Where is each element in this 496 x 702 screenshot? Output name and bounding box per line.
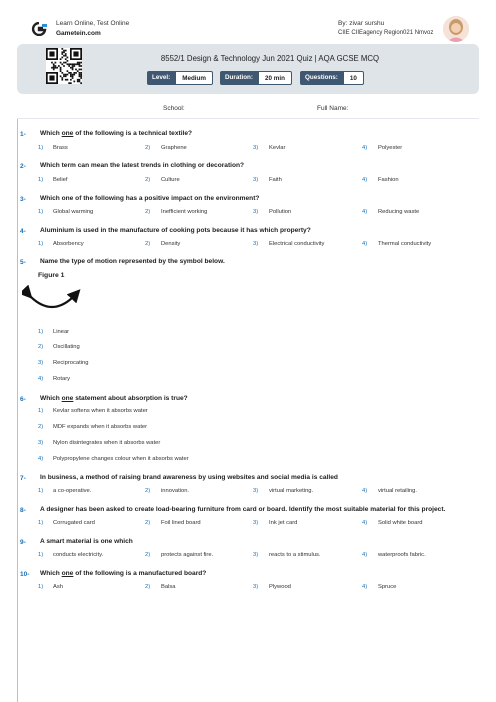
answer-option[interactable]: Global warming — [53, 209, 94, 215]
question-text — [40, 258, 225, 265]
option-number: 3) — [253, 488, 259, 494]
option-number: 2) — [145, 209, 151, 215]
answer-option[interactable]: Spruce — [378, 584, 397, 590]
option-number: 2) — [145, 177, 151, 183]
question-text-part: Which — [40, 570, 62, 577]
questions-badge — [300, 71, 364, 85]
answer-option[interactable]: innovation. — [161, 488, 190, 494]
option-number: 3) — [253, 145, 259, 151]
quiz-title: 8552/1 Design & Technology Jun 2021 Quiz | AQA GCSE MCQ — [160, 54, 380, 63]
question-text — [40, 570, 206, 577]
option-number: 3) — [253, 177, 259, 183]
option-number: 3) — [38, 360, 44, 366]
answer-option[interactable]: Brass — [53, 145, 68, 151]
answer-option[interactable]: Fashion — [378, 177, 399, 183]
option-number: 1) — [38, 520, 44, 526]
answer-option[interactable]: Reciprocating — [53, 360, 89, 366]
content-top-rule — [17, 118, 479, 119]
question-emphasis: one — [61, 130, 74, 137]
option-number: 1) — [38, 241, 44, 247]
duration-label: Duration: — [220, 71, 258, 85]
avatar — [443, 16, 469, 42]
question-text — [40, 474, 338, 481]
gametein-logo-icon — [30, 22, 48, 36]
answer-option[interactable]: Foil lined board — [161, 520, 201, 526]
question-number: 7- — [20, 475, 26, 482]
answer-option[interactable]: Electrical conductivity — [269, 241, 325, 247]
answer-option[interactable]: Inefficient working — [161, 209, 208, 215]
answer-option[interactable]: virtual retailing. — [378, 488, 417, 494]
answer-option[interactable]: Density — [161, 241, 181, 247]
answer-option[interactable]: Solid white board — [378, 520, 423, 526]
option-number: 4) — [362, 145, 368, 151]
option-number: 1) — [38, 552, 44, 558]
option-number: 1) — [38, 329, 44, 335]
author-name: By: zivar surshu — [338, 20, 385, 27]
question-number: 9- — [20, 539, 26, 546]
option-number: 3) — [253, 520, 259, 526]
option-number: 3) — [253, 584, 259, 590]
option-number: 4) — [362, 177, 368, 183]
answer-option[interactable]: Pollution — [269, 209, 292, 215]
option-number: 2) — [38, 424, 44, 430]
question-text — [40, 130, 192, 137]
answer-option[interactable]: a co-operative. — [53, 488, 92, 494]
question-text-part: of the following is a manufactured board? — [73, 570, 207, 577]
level-label: Level: — [147, 71, 175, 85]
answer-option[interactable]: Kevlar softens when it absorbs water — [53, 408, 148, 414]
option-number: 3) — [253, 552, 259, 558]
question-text-part: Which — [40, 130, 62, 137]
question-text — [40, 538, 133, 545]
option-number: 2) — [145, 584, 151, 590]
question-number: 1- — [20, 131, 26, 138]
quiz-header — [17, 44, 479, 94]
option-number: 1) — [38, 209, 44, 215]
question-text-part: A designer has been asked to create load-bearing furniture from card or board. Identify the most suitable material for this project. — [40, 506, 446, 513]
question-text-part: of the following is a technical textile? — [73, 130, 193, 137]
top-bar — [0, 0, 496, 44]
question-text — [40, 227, 311, 234]
answer-option[interactable]: Reducing waste — [378, 209, 420, 215]
answer-option[interactable]: Kevlar — [269, 145, 286, 151]
question-text-part: statement about absorption is true? — [73, 395, 188, 402]
question-text-part: A smart material is one which — [40, 538, 133, 545]
answer-option[interactable]: conducts electricity. — [53, 552, 104, 558]
answer-option[interactable]: Faith — [269, 177, 282, 183]
question-text — [40, 195, 259, 202]
question-number: 6- — [20, 396, 26, 403]
question-text — [40, 162, 244, 169]
answer-option[interactable]: Ink jet card — [269, 520, 298, 526]
question-text-part: In business, a method of raising brand awareness by using websites and social media is called — [40, 474, 338, 481]
answer-option[interactable]: Linear — [53, 329, 70, 335]
answer-option[interactable]: Rotary — [53, 376, 71, 382]
question-number: 10- — [20, 571, 30, 578]
option-number: 2) — [38, 344, 44, 350]
option-number: 4) — [362, 209, 368, 215]
oscillating-motion-symbol-icon — [22, 284, 82, 320]
option-number: 4) — [362, 488, 368, 494]
option-number: 2) — [145, 145, 151, 151]
answer-option[interactable]: Polyester — [378, 145, 403, 151]
question-text-part: Which term can mean the latest trends in clothing or decoration? — [40, 162, 245, 169]
answer-option[interactable]: Ash — [53, 584, 63, 590]
author-organization: CIIE CIIEagency Region021 Nmvoz — [338, 30, 434, 36]
option-number: 4) — [38, 376, 44, 382]
option-number: 1) — [38, 488, 44, 494]
duration-badge — [220, 71, 292, 85]
question-number: 5- — [20, 259, 26, 266]
option-number: 4) — [362, 552, 368, 558]
level-badge — [147, 71, 213, 85]
option-number: 2) — [145, 552, 151, 558]
option-number: 1) — [38, 408, 44, 414]
option-number: 2) — [145, 241, 151, 247]
question-text-part: Name the type of motion represented by the symbol below. — [40, 258, 225, 265]
question-number: 3- — [20, 196, 26, 203]
brand-site[interactable]: Gametein.com — [56, 30, 101, 37]
question-text — [40, 506, 445, 513]
option-number: 1) — [38, 177, 44, 183]
answer-option[interactable]: Graphene — [161, 145, 187, 151]
answer-option[interactable]: Culture — [161, 177, 180, 183]
answer-option[interactable]: Balsa — [161, 584, 176, 590]
option-number: 3) — [38, 440, 44, 446]
option-number: 3) — [253, 241, 259, 247]
school-field[interactable]: School: — [163, 105, 185, 112]
question-emphasis: one — [61, 395, 74, 402]
duration-value: 20 min — [258, 71, 292, 85]
question-emphasis: one — [61, 570, 74, 577]
option-number: 4) — [362, 241, 368, 247]
qr-code-icon[interactable] — [46, 48, 82, 84]
option-number: 1) — [38, 584, 44, 590]
option-number: 4) — [362, 520, 368, 526]
question-number: 2- — [20, 163, 26, 170]
question-number: 8- — [20, 507, 26, 514]
questions-label: Questions: — [300, 71, 343, 85]
answer-option[interactable]: MDF expands when it absorbs water — [53, 424, 148, 430]
option-number: 2) — [145, 488, 151, 494]
questions-value: 10 — [343, 71, 364, 85]
answer-option[interactable]: reacts to a stimulus. — [269, 552, 321, 558]
level-value: Medium — [175, 71, 213, 85]
brand-tagline: Learn Online, Test Online — [56, 20, 130, 27]
option-number: 4) — [362, 584, 368, 590]
option-number: 2) — [145, 520, 151, 526]
answer-option[interactable]: Absorbency — [53, 241, 84, 247]
option-number: 3) — [253, 209, 259, 215]
option-number: 1) — [38, 145, 44, 151]
question-text-part: Which — [40, 395, 62, 402]
answer-option[interactable]: Polypropylene changes colour when it absorbs water — [53, 456, 189, 462]
answer-option[interactable]: Plywood — [269, 584, 291, 590]
figure-label: Figure 1 — [38, 272, 65, 279]
answer-option[interactable]: Oscillating — [53, 344, 80, 350]
answer-option[interactable]: Nylon disintegrates when it absorbs water — [53, 440, 161, 446]
person-avatar-icon — [443, 16, 469, 42]
question-text-part: Aluminium is used in the manufacture of cooking pots because it has which property? — [40, 227, 311, 234]
answer-option[interactable]: Corrugated card — [53, 520, 95, 526]
answer-option[interactable]: Thermal conductivity — [378, 241, 432, 247]
option-number: 4) — [38, 456, 44, 462]
answer-option[interactable]: virtual marketing. — [269, 488, 314, 494]
answer-option[interactable]: protects against fire. — [161, 552, 214, 558]
question-text — [40, 395, 188, 402]
left-margin-rule — [17, 118, 18, 702]
answer-option[interactable]: waterproofs fabric. — [378, 552, 426, 558]
question-number: 4- — [20, 228, 26, 235]
answer-option[interactable]: Belief — [53, 177, 68, 183]
question-text-part: Which one of the following has a positive impact on the environment? — [40, 195, 260, 202]
full-name-field[interactable]: Full Name: — [317, 105, 349, 112]
